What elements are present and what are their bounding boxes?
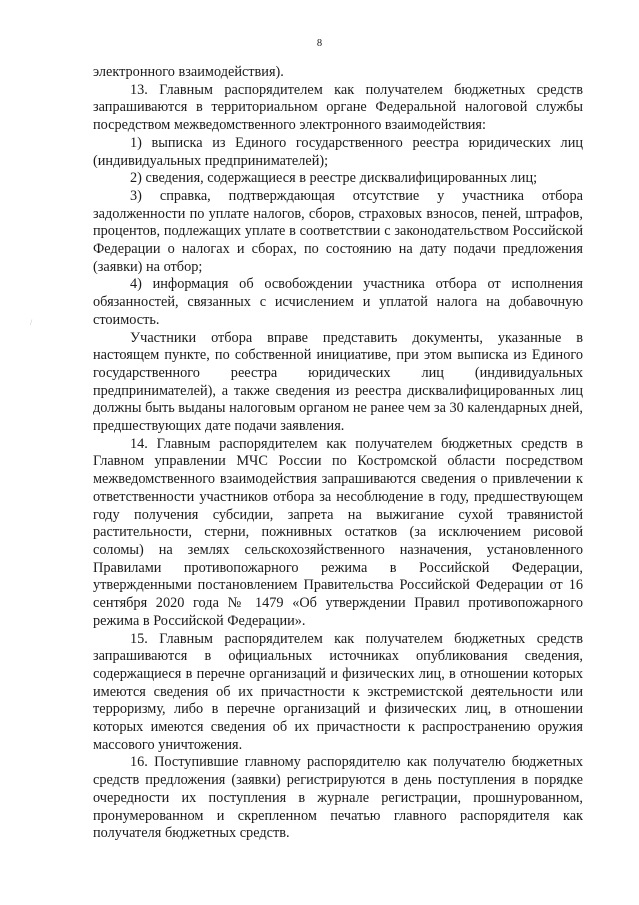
paragraph-subitem-1: 1) выписка из Единого государственного реестра юридических лиц (индивидуальных предпринимателей); (93, 134, 583, 169)
paragraph-item-16: 16. Поступившие главному распорядителю как получателю бюджетных средств предложения (заявки) регистрируются в день поступления в порядке очередности их поступления в журнале регистрации, прошнурованном, пронумерованном и скрепленном печатью главного распорядителя как получателя бюджетных средств. (93, 754, 583, 842)
paragraph-subitem-2: 2) сведения, содержащиеся в реестре дисквалифицированных лиц; (130, 170, 538, 187)
document-body (93, 64, 583, 843)
paragraph-subitem-4: 4) информация об освобождении участника отбора от исполнения обязанностей, связанных с исчислением и уплатой налога на добавочную стоимость. (93, 276, 583, 328)
paragraph-item-14: 14. Главным распорядителем как получателем бюджетных средств в Главном управлении МЧС России по Костромской области посредством межведомственного взаимодействия запрашиваются сведения о привлечении к ответственности участников отбора за несоблюдение в году, предшествующем году получения субсидии, запрета на выжигание сухой травянистой растительности, стерни, пожнивных остатков (за исключением рисовой соломы) на землях сельскохозяйственного назначения, установленного Правилами противопожарного режима в Российской Федерации, утвержденными постановлением Правительства Российской Федерации от 16 сентября 2020 года № 1479 «Об утверждении Правил противопожарного режима в Российской Федерации». (93, 435, 583, 629)
paragraph-subitem-3: 3) справка, подтверждающая отсутствие у участника отбора задолженности по уплате налогов, сборов, страховых взносов, пеней, штрафов, процентов, подлежащих уплате в соответствии с законодательством Российской Федерации о налогах и сборах, по состоянию на дату подачи предложения (заявки) на отбор; (93, 187, 583, 275)
margin-mark: / (30, 318, 33, 327)
paragraph-item-15: 15. Главным распорядителем как получателем бюджетных средств запрашиваются в официальных источниках опубликования сведения, содержащиеся в перечне организаций и физических лиц, в отношении которых имеются сведения об их причастности к экстремистской деятельности или терроризму, либо в перечне организаций и физических лиц, в отношении которых имеются сведения об их причастности к распространению оружия массового уничтожения. (93, 630, 583, 753)
page-number: 8 (316, 38, 323, 49)
paragraph-participants: Участники отбора вправе представить документы, указанные в настоящем пункте, по собственной инициативе, при этом выписка из Единого государственного реестра юридических лиц (индивидуальных предпринимателей), а также сведения из реестра дисквалифицированных лиц должны быть выданы налоговым органом не ранее чем за 30 календарных дней, предшествующих дате подачи заявления. (93, 329, 583, 435)
paragraph-item-13: 13. Главным распорядителем как получателем бюджетных средств запрашиваются в территориальном органе Федеральной налоговой службы посредством межведомственного электронного взаимодействия: (93, 81, 583, 134)
paragraph-continuation: электронного взаимодействия). (93, 64, 284, 80)
